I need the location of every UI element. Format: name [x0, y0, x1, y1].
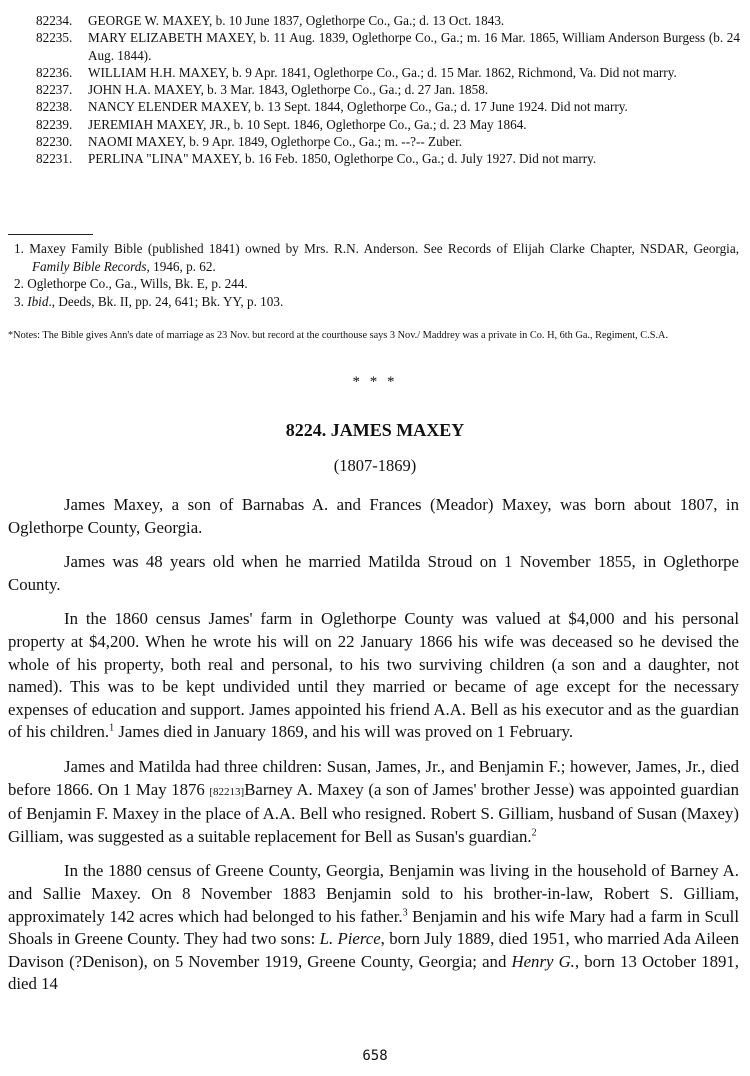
entry-text: PERLINA "LINA" MAXEY, b. 16 Feb. 1850, Oglethorpe Co., Ga.; d. July 1927. Did not marry.: [88, 151, 597, 167]
section-heading: 8224. JAMES MAXEY: [285, 420, 465, 440]
entry-text: JOHN H.A. MAXEY, b. 3 Mar. 1843, Oglethorpe Co., Ga.; d. 27 Jan. 1858.: [88, 82, 489, 98]
footnote-ref: 2: [531, 827, 537, 839]
list-item: [36, 150, 740, 167]
entry-number: 82239.: [36, 116, 73, 132]
section-separator: * * *: [352, 374, 398, 390]
body-text: [8, 494, 739, 1008]
entry-number: 82238.: [36, 99, 73, 115]
footnote-divider: [8, 234, 93, 235]
entry-text: JEREMIAH MAXEY, JR., b. 10 Sept. 1846, Oglethorpe Co., Ga.; d. 23 May 1864.: [88, 116, 527, 132]
child-entries-list: [36, 12, 740, 168]
notes-text: *Notes: The Bible gives Ann's date of marriage as 23 Nov. but record at the courthouse says 3 Nov./ Maddrey was a private in Co. H, 6th Ga., Regiment, C.S.A.: [8, 330, 669, 341]
entry-number: 82231.: [36, 151, 73, 167]
footnote-3: 3. Ibid., Deeds, Bk. II, pp. 24, 641; Bk. YY, p. 103.: [14, 293, 284, 309]
paragraph-3: In the 1860 census James' farm in Oglethorpe County was valued at $4,000 and his personal property at $4,200. When he wrote his will on 22 January 1866 his wife was deceased so he devised the whole of his property, both real and personal, to his two surviving children (a son and a daughter, not named). This was to be kept undivided until they married or became of age except for the necessary expenses of education and support. James appointed his friend A.A. Bell as his executor and as the guardian of his children.$^1$ James died in January 1869, and his will was proved on 1 February.: [8, 609, 739, 742]
entry-text: WILLIAM H.H. MAXEY, b. 9 Apr. 1841, Oglethorpe Co., Ga.; d. 15 Mar. 1862, Richmond, Va. Did not marry.: [88, 64, 677, 80]
footnote-ref: 1: [109, 722, 115, 734]
section-years: (1807-1869): [333, 456, 417, 475]
list-item: [36, 133, 740, 150]
page-number: 658: [362, 1048, 388, 1064]
footnote-2: 2. Oglethorpe Co., Ga., Wills, Bk. E, p. 244.: [14, 276, 248, 292]
paragraph-1: James Maxey, a son of Barnabas A. and Frances (Meador) Maxey, was born about 1807, in Oglethorpe County, Georgia.: [8, 495, 739, 537]
footnote-1: 1. Maxey Family Bible (published 1841) owned by Mrs. R.N. Anderson. See Records of Elijah Clarke Chapter, NSDAR, Georgia, Family Bible Records, 1946, p. 62.: [14, 241, 739, 274]
entry-number: 82236.: [36, 64, 73, 80]
paragraph-5: In the 1880 census of Greene County, Georgia, Benjamin was living in the household of Barney A. and Sallie Maxey. On 8 November 1883 Benjamin sold to his brother-in-law, Robert S. Gilliam, approximately 142 acres which had belonged to his father.$^3$ Benjamin and his wife Mary had a farm in Scull Shoals in Greene County. They had two sons: L. Pierce, born July 1889, died 1951, who married Ada Aileen Davison (?Denison), on 5 November 1919, Greene County, Georgia; and Henry G., born 13 October 1891, died 14: [8, 861, 740, 994]
entry-text: GEORGE W. MAXEY, b. 10 June 1837, Oglethorpe Co., Ga.; d. 13 Oct. 1843.: [88, 13, 505, 28]
list-item: [36, 81, 740, 98]
list-item: [36, 116, 740, 133]
list-item: [36, 12, 740, 29]
list-item: [36, 29, 740, 64]
footnote-ref: 3: [402, 906, 408, 918]
entry-text: NANCY ELENDER MAXEY, b. 13 Sept. 1844, Oglethorpe Co., Ga.; d. 17 June 1924. Did not marry.: [88, 99, 628, 115]
paragraph-4: James and Matilda had three children: Susan, James, Jr., and Benjamin F.; however, James, Jr., died before 1866. On 1 May 1876 [82213]Barney A. Maxey (a son of James' brother Jesse) was appointed guardian of Benjamin F. Maxey in the place of A.A. Bell who resigned. Robert S. Gilliam, husband of Susan (Maxey) Gilliam, was suggested as a suitable replacement for Bell as Susan's guardian.$^2$: [8, 756, 739, 846]
list-item: [36, 98, 740, 115]
entry-text: NAOMI MAXEY, b. 9 Apr. 1849, Oglethorpe Co., Ga.; m. --?-- Zuber.: [88, 134, 463, 150]
paragraph-2: James was 48 years old when he married Matilda Stroud on 1 November 1855, in Oglethorpe County.: [8, 552, 739, 594]
entry-text: MARY ELIZABETH MAXEY, b. 11 Aug. 1839, Oglethorpe Co., Ga.; m. 16 Mar. 1865, William Anderson Burgess (b. 24 Aug. 1844).: [88, 30, 740, 63]
footnotes: [14, 240, 739, 310]
entry-number: 82237.: [36, 82, 73, 98]
entry-number: 82230.: [36, 134, 73, 150]
cross-reference: [82213]: [209, 785, 245, 798]
entry-number: 82235.: [36, 30, 73, 46]
entry-number: 82234.: [36, 13, 73, 28]
list-item: [36, 64, 740, 81]
